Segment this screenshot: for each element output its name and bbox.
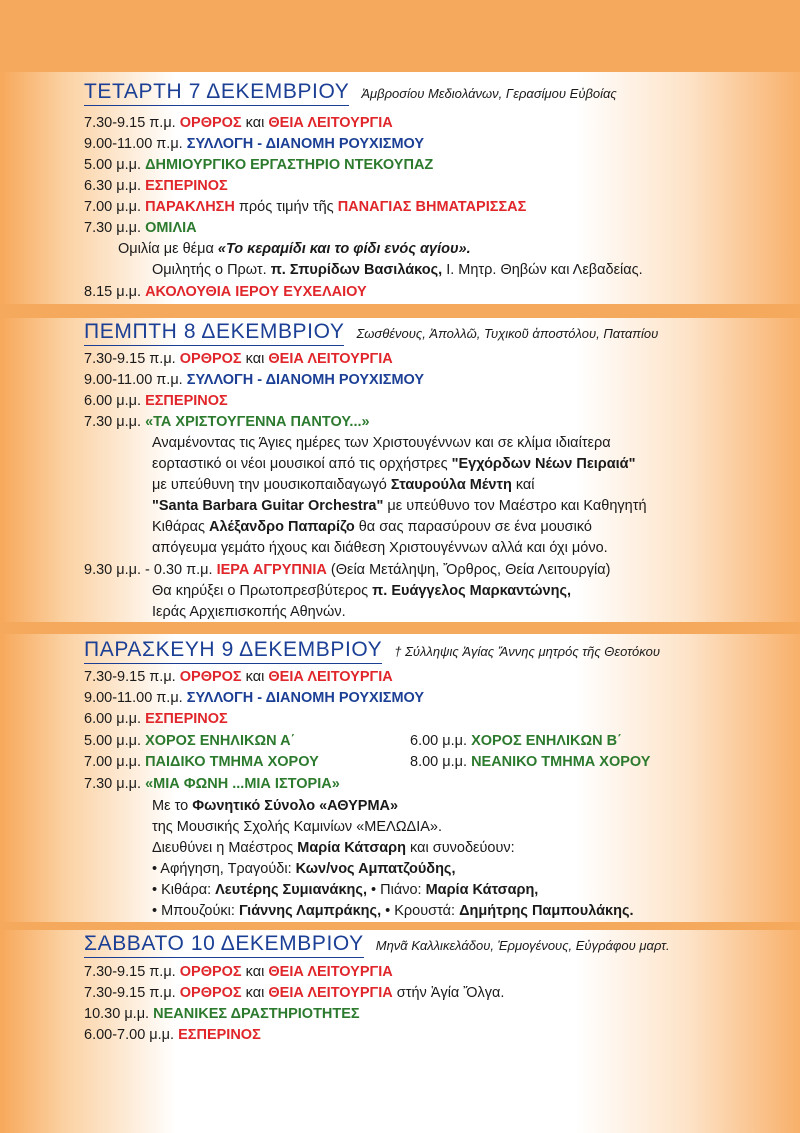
- description-line: Με το Φωνητικό Σύνολο «ΑΘΥΡΜΑ»: [152, 798, 399, 814]
- schedule-line: 9.30 μ.μ. - 0.30 π.μ. ΙΕΡΑ ΑΓΡΥΠΝΙΑ (Θεία Μετάληψη, Ὄρθρος, Θεία Λειτουργία): [84, 562, 611, 578]
- description-line: • Αφήγηση, Τραγούδι: Κων/νος Αμπατζούδης,: [152, 861, 456, 877]
- schedule-line: 5.00 μ.μ. ΔΗΜΙΟΥΡΓΙΚΟ ΕΡΓΑΣΤΗΡΙΟ ΝΤΕΚΟΥΠΑΖ: [84, 157, 434, 173]
- schedule-line: 7.30 μ.μ. ΟΜΙΛΙΑ: [84, 220, 197, 236]
- schedule-line: 5.00 μ.μ. ΧΟΡΟΣ ΕΝΗΛΙΚΩΝ Α΄: [84, 733, 296, 749]
- schedule-line: 7.30-9.15 π.μ. ΟΡΘΡΟΣ και ΘΕΙΑ ΛΕΙΤΟΥΡΓΙΑ: [84, 351, 393, 367]
- day-date: ΤΕΤΑΡΤΗ 7 ΔΕΚΕΜΒΡΙΟΥ: [84, 80, 349, 106]
- day-saints: Μηνᾶ Καλλικελάδου, Ἑρμογένους, Εὐγράφου μαρτ.: [375, 938, 670, 953]
- description-line: Αναμένοντας τις Άγιες ημέρες των Χριστουγέννων και σε κλίμα ιδιαίτερα: [152, 435, 611, 451]
- description-line: Ιεράς Αρχιεπισκοπής Αθηνών.: [152, 604, 346, 620]
- day-header-thursday: [84, 320, 658, 346]
- day-date: ΣΑΒΒΑΤΟ 10 ΔΕΚΕΜΒΡΙΟΥ: [84, 932, 364, 958]
- day-saints: Σωσθένους, Ἀπολλῶ, Τυχικοῦ ἀποστόλου, Παταπίου: [356, 326, 659, 341]
- day-saints: Ἀμβροσίου Μεδιολάνων, Γερασίμου Εὐβοίας: [361, 86, 617, 101]
- description-line: Διευθύνει η Μαέστρος Μαρία Κάτσαρη και συνοδεύουν:: [152, 840, 515, 856]
- description-line: Ομιλία με θέμα «Το κεραμίδι και το φίδι ενός αγίου».: [118, 241, 471, 257]
- schedule-line: 9.00-11.00 π.μ. ΣΥΛΛΟΓΗ - ΔΙΑΝΟΜΗ ΡΟΥΧΙΣΜΟΥ: [84, 136, 425, 152]
- schedule-line: 7.30 μ.μ. «ΜΙΑ ΦΩΝΗ ...ΜΙΑ ΙΣΤΟΡΙΑ»: [84, 776, 340, 792]
- schedule-line: 9.00-11.00 π.μ. ΣΥΛΛΟΓΗ - ΔΙΑΝΟΜΗ ΡΟΥΧΙΣΜΟΥ: [84, 372, 425, 388]
- description-line: με υπεύθυνη την μουσικοπαιδαγωγό Σταυρούλα Μέντη καί: [152, 477, 535, 493]
- schedule-line: 9.00-11.00 π.μ. ΣΥΛΛΟΓΗ - ΔΙΑΝΟΜΗ ΡΟΥΧΙΣΜΟΥ: [84, 690, 425, 706]
- schedule-line: 6.00 μ.μ. ΕΣΠΕΡΙΝΟΣ: [84, 711, 228, 727]
- description-line: Κιθάρας Αλέξανδρο Παπαρίζο θα σας παρασύρουν σε ένα μουσικό: [152, 519, 592, 535]
- day-saints: † Σύλληψις Ἁγίας Ἄννης μητρός τῆς Θεοτόκου: [394, 644, 660, 659]
- description-line: • Μπουζούκι: Γιάννης Λαμπράκης, • Κρουστά: Δημήτρης Παμπουλάκης.: [152, 903, 634, 919]
- day-header-saturday: [84, 932, 670, 958]
- description-line: Θα κηρύξει ο Πρωτοπρεσβύτερος π. Ευάγγελος Μαρκαντώνης,: [152, 583, 572, 599]
- schedule-line: 6.00-7.00 μ.μ. ΕΣΠΕΡΙΝΟΣ: [84, 1027, 261, 1043]
- description-line: Ομιλητής ο Πρωτ. π. Σπυρίδων Βασιλάκος, Ι. Μητρ. Θηβών και Λεβαδείας.: [152, 262, 643, 278]
- day-header-friday: [84, 638, 660, 664]
- schedule-line: 6.00 μ.μ. ΧΟΡΟΣ ΕΝΗΛΙΚΩΝ Β΄: [410, 733, 622, 749]
- schedule-line: 10.30 μ.μ. ΝΕΑΝΙΚΕΣ ΔΡΑΣΤΗΡΙΟΤΗΤΕΣ: [84, 1006, 360, 1022]
- schedule-line: 8.00 μ.μ. ΝΕΑΝΙΚΟ ΤΜΗΜΑ ΧΟΡΟΥ: [410, 754, 651, 770]
- schedule-line: 7.30 μ.μ. «ΤΑ ΧΡΙΣΤΟΥΓΕΝΝΑ ΠΑΝΤΟΥ...»: [84, 414, 370, 430]
- schedule-line: 7.30-9.15 π.μ. ΟΡΘΡΟΣ και ΘΕΙΑ ΛΕΙΤΟΥΡΓΙΑ: [84, 669, 393, 685]
- description-line: εορταστικό οι νέοι μουσικοί από τις ορχήστρες "Εγχόρδων Νέων Πειραιά": [152, 456, 636, 472]
- description-line: • Κιθάρα: Λευτέρης Συμιανάκης, • Πιάνο: Μαρία Κάτσαρη,: [152, 882, 539, 898]
- schedule-line: 6.30 μ.μ. ΕΣΠΕΡΙΝΟΣ: [84, 178, 228, 194]
- schedule-line: 7.00 μ.μ. ΠΑΡΑΚΛΗΣΗ πρός τιμήν τῆς ΠΑΝΑΓΙΑΣ ΒΗΜΑΤΑΡΙΣΣΑΣ: [84, 199, 527, 215]
- schedule-line: 7.30-9.15 π.μ. ΟΡΘΡΟΣ και ΘΕΙΑ ΛΕΙΤΟΥΡΓΙΑ: [84, 115, 393, 131]
- description-line: της Μουσικής Σχολής Καμινίων «ΜΕΛΩΔΙΑ».: [152, 819, 443, 835]
- schedule-line: 8.15 μ.μ. ΑΚΟΛΟΥΘΙΑ ΙΕΡΟΥ ΕΥΧΕΛΑΙΟΥ: [84, 284, 367, 300]
- schedule-line: 7.30-9.15 π.μ. ΟΡΘΡΟΣ και ΘΕΙΑ ΛΕΙΤΟΥΡΓΙΑ: [84, 964, 393, 980]
- day-date: ΠΕΜΠΤΗ 8 ΔΕΚΕΜΒΡΙΟΥ: [84, 320, 344, 346]
- description-line: "Santa Barbara Guitar Orchestra" με υπεύθυνο τον Μαέστρο και Καθηγητή: [152, 498, 647, 514]
- day-header-wednesday: [84, 80, 617, 106]
- schedule-line: 7.00 μ.μ. ΠΑΙΔΙΚΟ ΤΜΗΜΑ ΧΟΡΟΥ: [84, 754, 319, 770]
- description-line: απόγευμα γεμάτο ήχους και διάθεση Χριστουγέννων αλλά και όχι μόνο.: [152, 540, 608, 556]
- schedule-line: 7.30-9.15 π.μ. ΟΡΘΡΟΣ και ΘΕΙΑ ΛΕΙΤΟΥΡΓΙΑ στήν Ἁγία Ὄλγα.: [84, 985, 505, 1001]
- day-date: ΠΑΡΑΣΚΕΥΗ 9 ΔΕΚΕΜΒΡΙΟΥ: [84, 638, 382, 664]
- schedule-line: 6.00 μ.μ. ΕΣΠΕΡΙΝΟΣ: [84, 393, 228, 409]
